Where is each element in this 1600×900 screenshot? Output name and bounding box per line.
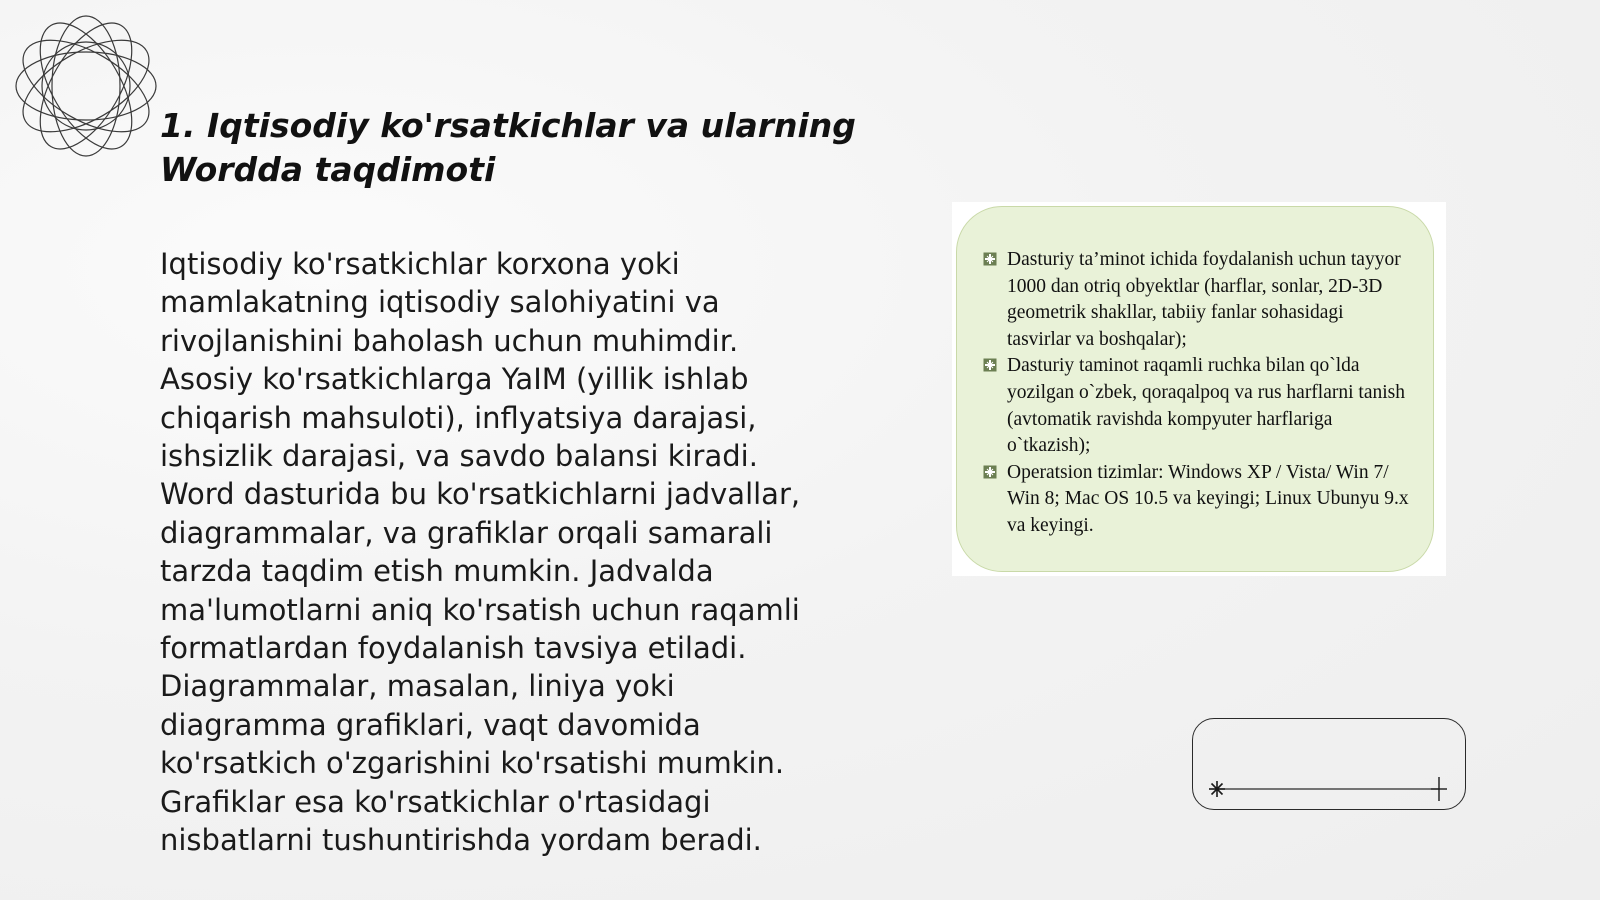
spec-box bbox=[956, 206, 1434, 572]
boxed-cross-bullet-icon bbox=[983, 465, 997, 479]
list-item bbox=[983, 247, 1411, 353]
list-item bbox=[983, 460, 1411, 540]
sparkle-star-icon bbox=[1209, 781, 1225, 797]
body-paragraph: Iqtisodiy ko'rsatkichlar korxona yoki mamlakatning iqtisodiy salohiyatini va rivojlanishini baholash uchun muhimdir. Asosiy ko'rsatkichlarga YaIM (yillik ishlab chiqarish mahsuloti), inflyatsiya darajasi, ishsizlik darajasi, va savdo balansi kiradi. Word dasturida bu ko'rsatkichlarni jadvallar, diagrammalar, va grafiklar orqali samarali tarzda taqdim etish mumkin. Jadvalda ma'lumotlarni aniq ko'rsatish uchun raqamli formatlardan foydalanish tavsiya etiladi. Diagrammalar, masalan, liniya yoki diagramma grafiklari, vaqt davomida ko'rsatkich o'zgarishini ko'rsatishi mumkin. Grafiklar esa ko'rsatkichlar o'rtasidagi nisbatlarni tushuntirishda yordam beradi. bbox=[160, 247, 801, 858]
spec-panel bbox=[952, 202, 1446, 576]
boxed-cross-bullet-icon bbox=[983, 252, 997, 266]
decorative-frame bbox=[1192, 718, 1466, 810]
list-item-text: Dasturiy ta’minot ichida foydalanish uchun tayyor 1000 dan otriq obyektlar (harflar, sonlar, 2D-3D geometrik shakllar, tabiiy fanlar sohasidagi tasvirlar va boshqalar); bbox=[1007, 249, 1401, 350]
list-item-text: Operatsion tizimlar: Windows XP / Vista/ Win 7/ Win 8; Mac OS 10.5 va keyingi; Linux Ubunyu 9.x va keyingi. bbox=[1007, 461, 1409, 536]
cross-star-icon bbox=[1431, 777, 1447, 801]
decorative-line bbox=[1193, 719, 1467, 811]
list-item bbox=[983, 353, 1411, 459]
interlaced-rings-ornament-icon bbox=[8, 8, 164, 164]
page-title: 1. Iqtisodiy ko'rsatkichlar va ularning Wordda taqdimoti bbox=[160, 106, 856, 189]
boxed-cross-bullet-icon bbox=[983, 358, 997, 372]
spec-list bbox=[983, 247, 1411, 540]
list-item-text: Dasturiy taminot raqamli ruchka bilan qo`lda yozilgan o`zbek, qoraqalpoq va rus harflarni tanish (avtomatik ravishda kompyuter harflariga o`tkazish); bbox=[1007, 355, 1405, 457]
